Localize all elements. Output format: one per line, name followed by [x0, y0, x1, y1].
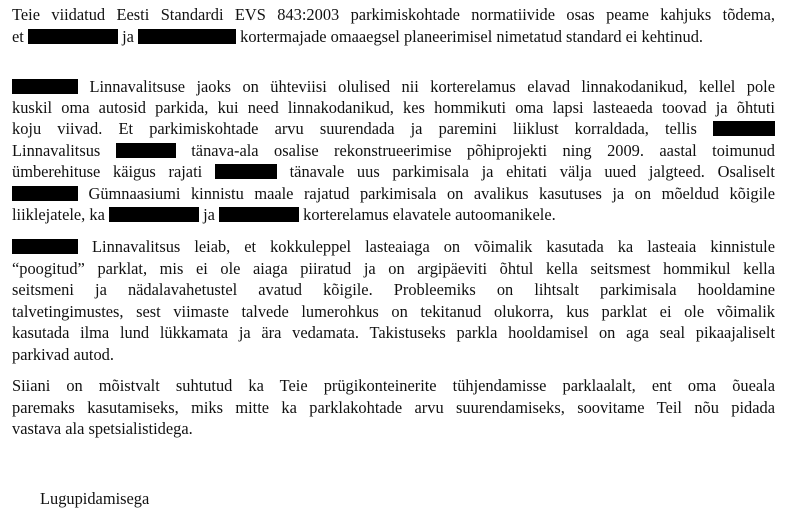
- text-line: [12, 183, 775, 204]
- text-segment: vastava ala spetsialistidega.: [12, 419, 193, 438]
- text-segment: Linnavalitsus: [12, 141, 101, 160]
- text-line: [12, 26, 775, 47]
- redaction-bar: [109, 207, 199, 222]
- text-segment: Siiani on mõistvalt suhtutud ka Teie prügikonteinerite tühjendamisse parklaalalt, ent oma õueala: [12, 376, 775, 395]
- text-line: [12, 118, 775, 139]
- text-line: [12, 236, 775, 257]
- text-segment: liiklejatele, ka: [12, 205, 105, 224]
- text-line: [12, 375, 775, 396]
- text-segment: ümberehituse käigus rajati: [12, 162, 203, 181]
- text-line: [12, 258, 775, 279]
- text-line: [12, 344, 775, 365]
- text-segment: ja: [122, 27, 134, 46]
- text-line: [12, 322, 775, 343]
- text-line: [12, 97, 775, 118]
- text-segment: paremaks kasutamiseks, miks mitte ka parklakohtade arvu suurendamiseks, soovitame Teil nõu pidada: [12, 398, 775, 417]
- text-segment: “poogitud” parklat, mis ei ole aiaga piiratud ja on argipäeviti õhtul kella seitsmest hommikul kella: [12, 259, 775, 278]
- text-segment: tänava-ala osalise rekonstrueerimise põhiprojekti ning 2009. aastal toimunud: [191, 141, 775, 160]
- text-segment: Gümnaasiumi kinnistu maale rajatud parkimisala on avalikus kasutuses ja on mõeldud kõigile: [88, 184, 775, 203]
- text-line: [12, 301, 775, 322]
- redaction-bar: [12, 239, 78, 254]
- text-segment: Linnavalitsuse jaoks on ühteviisi olulised nii korterelamus elavad linnakodanikud, kellel pole: [89, 77, 775, 96]
- text-segment: koju viivad. Et parkimiskohtade arvu suurendada ja paremini liiklust korraldada, tellis: [12, 119, 697, 138]
- redaction-bar: [215, 164, 277, 179]
- text-segment: tänavale uus parkimisala ja ehitati välja uued jalgteed. Osaliselt: [289, 162, 775, 181]
- redaction-bar: [138, 29, 236, 44]
- text-line: [12, 279, 775, 300]
- redaction-bar: [12, 186, 78, 201]
- text-segment: kuskil oma autosid parkida, kui need linnakodanikud, kes hommikuti oma lapsi lasteaeda toovad ja õhtuti: [12, 98, 775, 117]
- text-segment: talvetingimustes, sest viimaste talvede lumerohkus on tekitanud olukorra, kus parklat ei ole võimalik: [12, 302, 775, 321]
- text-line: [12, 140, 775, 161]
- text-segment: et: [12, 27, 24, 46]
- text-segment: kortermajade omaaegsel planeerimisel nimetatud standard ei kehtinud.: [240, 27, 703, 46]
- redaction-bar: [28, 29, 118, 44]
- text-line: [12, 418, 775, 439]
- text-segment: Linnavalitsus leiab, et kokkuleppel lasteaiaga on võimalik kasutada ka lasteaia kinnistule: [92, 237, 775, 256]
- text-segment: seitsmeni ja nädalavahetustel avatud kõigile. Probleemiks on lihtsalt parkimisala hooldamine: [12, 280, 775, 299]
- redaction-bar: [713, 121, 775, 136]
- text-line: [12, 76, 775, 97]
- text-segment: ja: [203, 205, 215, 224]
- closing-salutation: Lugupidamisega: [40, 489, 150, 508]
- text-line: [12, 397, 775, 418]
- redaction-bar: [219, 207, 299, 222]
- redaction-bar: [116, 143, 176, 158]
- text-line: [12, 204, 775, 225]
- redaction-bar: [12, 79, 78, 94]
- text-segment: Teie viidatud Eesti Standardi EVS 843:2003 parkimiskohtade normatiivide osas peame kahjuks tõdema,: [12, 5, 775, 24]
- text-segment: korterelamus elavatele autoomanikele.: [303, 205, 556, 224]
- text-segment: kasutada ilma lund lükkamata ja ära vedamata. Takistuseks parkla hooldamisel on aga seal pikaajaliselt: [12, 323, 775, 342]
- text-line: [12, 4, 775, 25]
- text-segment: parkivad autod.: [12, 345, 114, 364]
- text-line: [12, 161, 775, 182]
